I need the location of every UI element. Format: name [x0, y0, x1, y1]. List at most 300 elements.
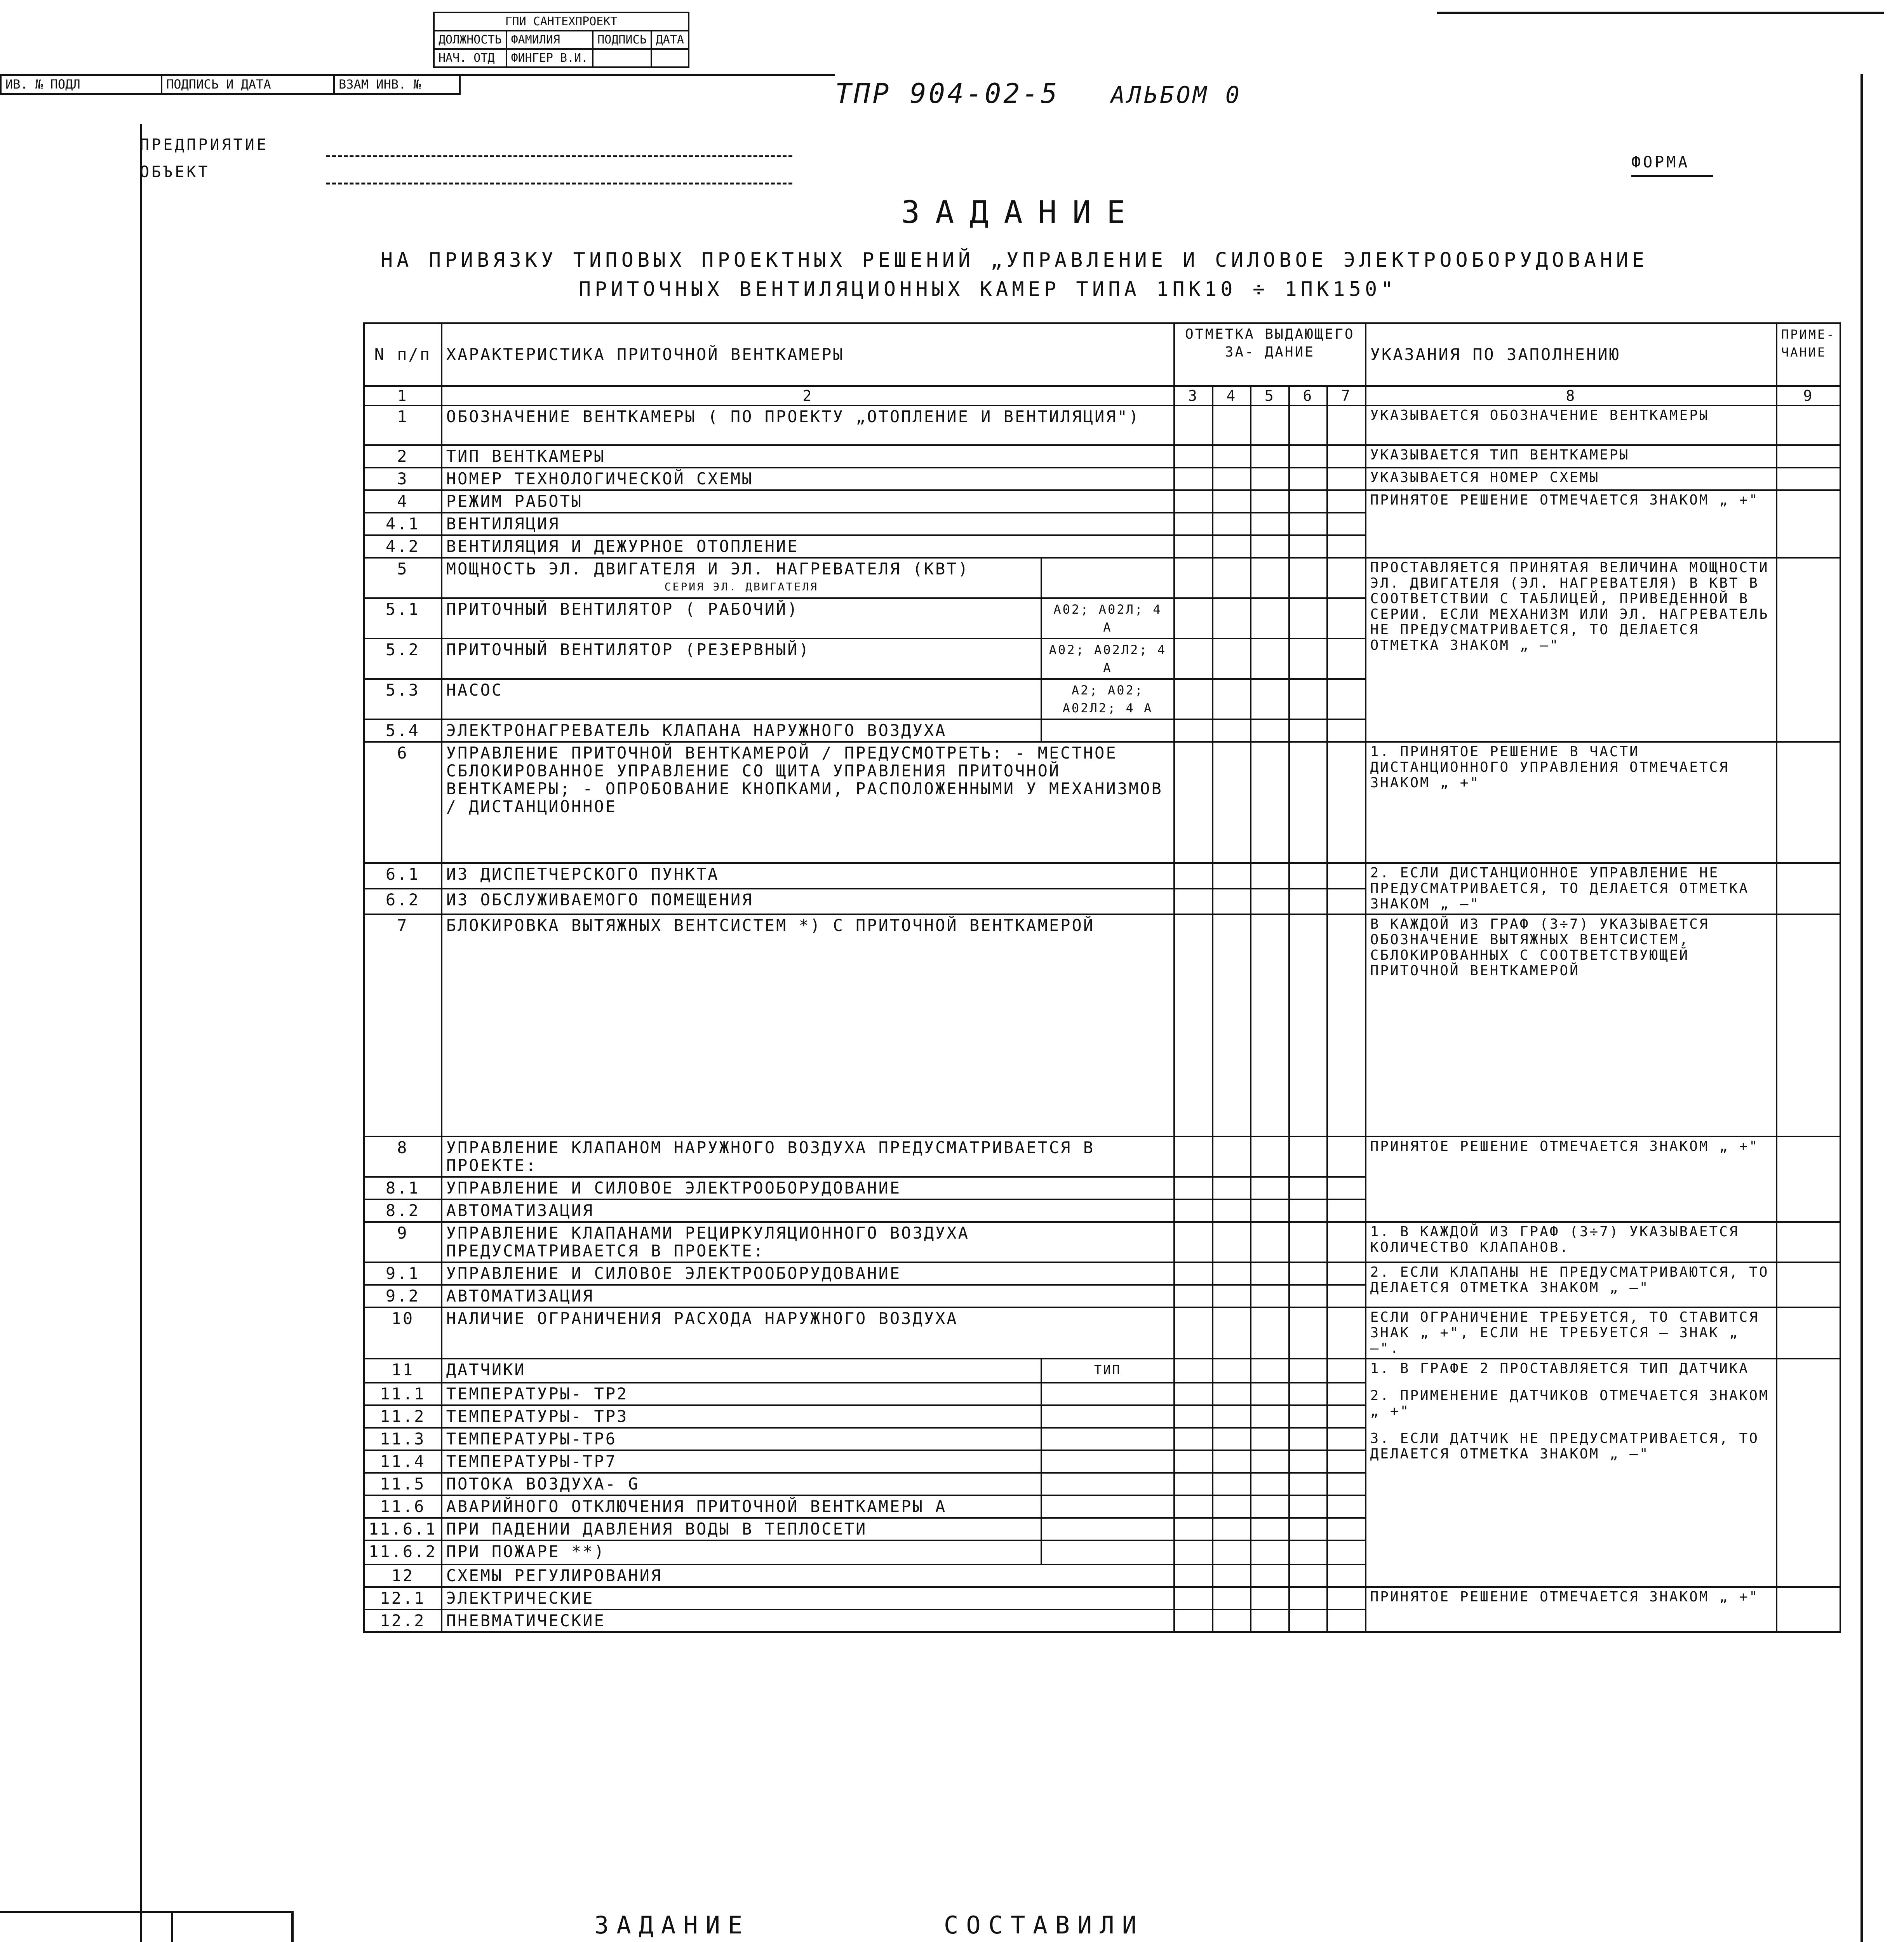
mark-cell[interactable]	[1174, 535, 1213, 558]
mark-cell[interactable]	[1174, 1307, 1213, 1359]
mark-cell[interactable]	[1251, 405, 1289, 445]
row-text: АВТОМАТИЗАЦИЯ	[442, 1285, 1174, 1307]
mark-cell[interactable]	[1327, 513, 1366, 535]
mark-cell[interactable]	[1174, 1285, 1213, 1307]
note-cell[interactable]	[1777, 742, 1840, 863]
row-text: ПРИТОЧНЫЙ ВЕНТИЛЯТОР (РЕЗЕРВНЫЙ)	[442, 639, 1041, 679]
row-number: 9.2	[364, 1285, 442, 1307]
row-text: РЕЖИМ РАБОТЫ	[442, 490, 1174, 513]
row-series: ТИП	[1041, 1359, 1174, 1383]
row-text: ПРИ ПОЖАРЕ **)	[442, 1540, 1041, 1564]
mark-cell[interactable]	[1327, 1428, 1366, 1450]
mark-cell[interactable]	[1327, 1564, 1366, 1587]
mark-cell[interactable]	[1327, 863, 1366, 889]
row-number: 12	[364, 1564, 442, 1587]
row-number: 5.2	[364, 639, 442, 679]
mark-cell[interactable]	[1289, 1307, 1328, 1359]
mark-cell[interactable]	[1327, 1450, 1366, 1473]
mark-cell[interactable]	[1251, 445, 1289, 468]
mark-cell[interactable]	[1213, 1495, 1251, 1518]
instruction-cell: УКАЗЫВАЕТСЯ ОБОЗНАЧЕНИЕ ВЕНТКАМЕРЫ	[1366, 405, 1777, 445]
instruction-cell: 1. В КАЖДОЙ ИЗ ГРАФ (3÷7) УКАЗЫВАЕТСЯ КОЛИЧЕСТВО КЛАПАНОВ.	[1366, 1222, 1777, 1262]
mark-cell[interactable]	[1174, 1428, 1213, 1450]
row-series	[1041, 1383, 1174, 1405]
note-cell[interactable]	[1777, 490, 1840, 558]
mark-cell[interactable]	[1251, 1495, 1289, 1518]
mark-cell[interactable]	[1289, 513, 1328, 535]
row-number: 11.5	[364, 1473, 442, 1495]
mark-cell[interactable]	[1174, 1587, 1213, 1610]
instruction-cell: 1. В ГРАФЕ 2 ПРОСТАВЛЯЕТСЯ ТИП ДАТЧИКА 2. ПРИМЕНЕНИЕ ДАТЧИКОВ ОТМЕЧАЕТСЯ ЗНАКОМ „ +" 3. ЕСЛИ ДАТЧИК НЕ ПРЕДУСМАТРИВАЕТСЯ, ТО ДЕЛАЕТСЯ ОТМЕТКА ЗНАКОМ „ –"	[1366, 1359, 1777, 1587]
mark-cell[interactable]	[1289, 1359, 1328, 1383]
row-number: 11.2	[364, 1405, 442, 1428]
mark-cell[interactable]	[1327, 1199, 1366, 1222]
mark-cell[interactable]	[1289, 679, 1328, 719]
note-cell[interactable]	[1777, 914, 1840, 1136]
mark-cell[interactable]	[1289, 1450, 1328, 1473]
gpi-col-name: ФАМИЛИЯ	[506, 31, 593, 49]
mark-cell[interactable]	[1289, 1518, 1328, 1540]
stamp-cell-inv: ИВ. № ПОДЛ	[1, 75, 162, 94]
mark-cell[interactable]	[1251, 1610, 1289, 1632]
row-number: 10	[364, 1307, 442, 1359]
mark-cell[interactable]	[1213, 558, 1251, 598]
mark-cell[interactable]	[1213, 535, 1251, 558]
col-number: 8	[1366, 386, 1777, 405]
mark-cell[interactable]	[1289, 1587, 1328, 1610]
row-series	[1041, 558, 1174, 598]
mark-cell[interactable]	[1251, 1222, 1289, 1262]
mark-cell[interactable]	[1213, 1610, 1251, 1632]
mark-cell[interactable]	[1289, 639, 1328, 679]
mark-cell[interactable]	[1251, 1450, 1289, 1473]
mark-cell[interactable]	[1251, 639, 1289, 679]
col-mark-header: ОТМЕТКА ВЫДАЮЩЕГО ЗА- ДАНИЕ	[1174, 323, 1366, 386]
mark-cell[interactable]	[1289, 742, 1328, 863]
mark-cell[interactable]	[1289, 490, 1328, 513]
row-number: 5	[364, 558, 442, 598]
row-text: ВЕНТИЛЯЦИЯ И ДЕЖУРНОЕ ОТОПЛЕНИЕ	[442, 535, 1174, 558]
mark-cell[interactable]	[1289, 598, 1328, 639]
mark-cell[interactable]	[1213, 1359, 1251, 1383]
mark-cell[interactable]	[1327, 1587, 1366, 1610]
note-cell[interactable]	[1777, 468, 1840, 490]
mark-cell[interactable]	[1251, 558, 1289, 598]
mark-cell[interactable]	[1251, 513, 1289, 535]
mark-cell[interactable]	[1213, 1540, 1251, 1564]
mark-cell[interactable]	[1174, 1383, 1213, 1405]
mark-cell[interactable]	[1327, 1405, 1366, 1428]
mark-cell[interactable]	[1327, 1540, 1366, 1564]
mark-cell[interactable]	[1213, 914, 1251, 1136]
mark-cell[interactable]	[1251, 889, 1289, 914]
mark-cell[interactable]	[1213, 1518, 1251, 1540]
instruction-paragraph: 2. ПРИМЕНЕНИЕ ДАТЧИКОВ ОТМЕЧАЕТСЯ ЗНАКОМ „ +"	[1370, 1388, 1769, 1419]
team-heading-left: ЗАДАНИЕ	[594, 1911, 750, 1939]
mark-cell[interactable]	[1289, 719, 1328, 742]
row-number: 1	[364, 405, 442, 445]
mark-cell[interactable]	[1213, 468, 1251, 490]
mark-cell[interactable]	[1213, 1564, 1251, 1587]
mark-cell[interactable]	[1174, 863, 1213, 889]
row-series: А02; А02Л; 4 А	[1041, 598, 1174, 639]
mark-cell[interactable]	[1251, 1199, 1289, 1222]
gpi-col-sign: ПОДПИСЬ	[593, 31, 651, 49]
mark-cell[interactable]	[1213, 1428, 1251, 1450]
table-row	[364, 1136, 1840, 1177]
mark-cell[interactable]	[1327, 598, 1366, 639]
row-number: 12.1	[364, 1587, 442, 1610]
row-text: ЭЛЕКТРОНАГРЕВАТЕЛЬ КЛАПАНА НАРУЖНОГО ВОЗДУХА	[442, 719, 1041, 742]
mark-cell[interactable]	[1213, 1136, 1251, 1177]
mark-cell[interactable]	[1251, 863, 1289, 889]
row-number: 9	[364, 1222, 442, 1262]
mark-cell[interactable]	[1174, 1610, 1213, 1632]
row-text: ТИП ВЕНТКАМЕРЫ	[442, 445, 1174, 468]
left-rule	[140, 124, 142, 1942]
mark-cell[interactable]	[1174, 1136, 1213, 1177]
row-number: 5.3	[364, 679, 442, 719]
mark-cell[interactable]	[1327, 1383, 1366, 1405]
row-number: 11.4	[364, 1450, 442, 1473]
object-line	[326, 183, 792, 184]
table-row	[364, 1307, 1840, 1359]
mark-cell[interactable]	[1327, 639, 1366, 679]
col-number: 1	[364, 386, 442, 405]
title-line-2: ПРИТОЧНЫХ ВЕНТИЛЯЦИОННЫХ КАМЕР ТИПА 1ПК10 ÷ 1ПК150"	[579, 278, 1397, 301]
mark-cell[interactable]	[1213, 405, 1251, 445]
row-number: 12.2	[364, 1610, 442, 1632]
note-cell[interactable]	[1777, 1262, 1840, 1307]
mark-cell[interactable]	[1289, 1177, 1328, 1199]
instruction-cell: В КАЖДОЙ ИЗ ГРАФ (3÷7) УКАЗЫВАЕТСЯ ОБОЗНАЧЕНИЕ ВЫТЯЖНЫХ ВЕНТСИСТЕМ, СБЛОКИРОВАННЫХ С СООТВЕТСТВУЮЩЕЙ ПРИТОЧНОЙ ВЕНТКАМЕРОЙ	[1366, 914, 1777, 1136]
mark-cell[interactable]	[1174, 1518, 1213, 1540]
col-number: 9	[1777, 386, 1840, 405]
mark-cell[interactable]	[1327, 1177, 1366, 1199]
mark-cell[interactable]	[1174, 1199, 1213, 1222]
mark-cell[interactable]	[1327, 742, 1366, 863]
col-number: 6	[1289, 386, 1328, 405]
mark-cell[interactable]	[1174, 914, 1213, 1136]
mark-cell[interactable]	[1251, 914, 1289, 1136]
mark-cell[interactable]	[1327, 719, 1366, 742]
note-cell[interactable]	[1777, 863, 1840, 914]
mark-cell[interactable]	[1327, 490, 1366, 513]
row-text: ЭЛЕКТРИЧЕСКИЕ	[442, 1587, 1174, 1610]
mark-cell[interactable]	[1174, 1222, 1213, 1262]
row-text: ИЗ ДИСПЕТЧЕРСКОГО ПУНКТА	[442, 863, 1174, 889]
mark-cell[interactable]	[1289, 1262, 1328, 1285]
mark-cell[interactable]	[1174, 719, 1213, 742]
table-row	[364, 1587, 1840, 1610]
mark-cell[interactable]	[1289, 1495, 1328, 1518]
row-text: УПРАВЛЕНИЕ И СИЛОВОЕ ЭЛЕКТРООБОРУДОВАНИЕ	[442, 1177, 1174, 1199]
mark-cell[interactable]	[1289, 889, 1328, 914]
mark-cell[interactable]	[1251, 1473, 1289, 1495]
mark-cell[interactable]	[1174, 598, 1213, 639]
row-series: А02; А02Л2; 4 А	[1041, 639, 1174, 679]
mark-cell[interactable]	[1174, 1473, 1213, 1495]
mark-cell[interactable]	[1289, 1136, 1328, 1177]
row-text: АВАРИЙНОГО ОТКЛЮЧЕНИЯ ПРИТОЧНОЙ ВЕНТКАМЕРЫ А	[442, 1495, 1041, 1518]
mark-cell[interactable]	[1213, 639, 1251, 679]
row-number: 11.6.1	[364, 1518, 442, 1540]
mark-cell[interactable]	[1327, 445, 1366, 468]
mark-cell[interactable]	[1213, 1307, 1251, 1359]
row-series	[1041, 1473, 1174, 1495]
mark-cell[interactable]	[1289, 1610, 1328, 1632]
mark-cell[interactable]	[1213, 742, 1251, 863]
title-block-divider	[171, 1911, 173, 1942]
mark-cell[interactable]	[1289, 1473, 1328, 1495]
instruction-cell: УКАЗЫВАЕТСЯ НОМЕР СХЕМЫ	[1366, 468, 1777, 490]
mark-cell[interactable]	[1251, 679, 1289, 719]
mark-cell[interactable]	[1251, 1285, 1289, 1307]
mark-cell[interactable]	[1251, 1428, 1289, 1450]
mark-cell[interactable]	[1327, 1307, 1366, 1359]
mark-cell[interactable]	[1289, 445, 1328, 468]
mark-cell[interactable]	[1251, 1564, 1289, 1587]
instruction-cell: 1. ПРИНЯТОЕ РЕШЕНИЕ В ЧАСТИ ДИСТАНЦИОННОГО УПРАВЛЕНИЯ ОТМЕЧАЕТСЯ ЗНАКОМ „ +"	[1366, 742, 1777, 863]
col-number: 2	[442, 386, 1174, 405]
table-row	[364, 742, 1840, 863]
mark-cell[interactable]	[1251, 1540, 1289, 1564]
mark-cell[interactable]	[1213, 1199, 1251, 1222]
mark-cell[interactable]	[1327, 679, 1366, 719]
mark-cell[interactable]	[1289, 914, 1328, 1136]
mark-cell[interactable]	[1174, 405, 1213, 445]
mark-cell[interactable]	[1327, 1262, 1366, 1285]
enterprise-label: ПРЕДПРИЯТИЕ	[140, 136, 268, 154]
mark-cell[interactable]	[1251, 742, 1289, 863]
table-row	[364, 490, 1840, 513]
gpi-row-position: НАЧ. ОТД	[434, 49, 506, 67]
mark-cell[interactable]	[1174, 1450, 1213, 1473]
mark-cell[interactable]	[1289, 468, 1328, 490]
table-row	[364, 558, 1840, 598]
page-title: ЗАДАНИЕ	[901, 194, 1141, 230]
mark-cell[interactable]	[1327, 1136, 1366, 1177]
instruction-cell: ПРИНЯТОЕ РЕШЕНИЕ ОТМЕЧАЕТСЯ ЗНАКОМ „ +"	[1366, 490, 1777, 558]
row-number: 8	[364, 1136, 442, 1177]
row-series	[1041, 1405, 1174, 1428]
table-row	[364, 1222, 1840, 1262]
mark-cell[interactable]	[1327, 558, 1366, 598]
row-text: ТЕМПЕРАТУРЫ-ТР7	[442, 1450, 1041, 1473]
row-text: НАЛИЧИЕ ОГРАНИЧЕНИЯ РАСХОДА НАРУЖНОГО ВОЗДУХА	[442, 1307, 1174, 1359]
row-text: ИЗ ОБСЛУЖИВАЕМОГО ПОМЕЩЕНИЯ	[442, 889, 1174, 914]
mark-cell[interactable]	[1289, 1222, 1328, 1262]
row-text: УПРАВЛЕНИЕ ПРИТОЧНОЙ ВЕНТКАМЕРОЙ / ПРЕДУСМОТРЕТЬ: - МЕСТНОЕ СБЛОКИРОВАННОЕ УПРАВЛЕНИЕ СО ЩИТА УПРАВЛЕНИЯ ПРИТОЧНОЙ ВЕНТКАМЕРЫ; - ОПРОБОВАНИЕ КНОПКАМИ, РАСПОЛОЖЕННЫМИ У МЕХАНИЗМОВ / ДИСТАНЦИОННОЕ	[442, 742, 1174, 863]
mark-cell[interactable]	[1174, 889, 1213, 914]
mark-cell[interactable]	[1327, 468, 1366, 490]
mark-cell[interactable]	[1213, 1383, 1251, 1405]
mark-cell[interactable]	[1213, 1262, 1251, 1285]
table-row	[364, 1359, 1840, 1383]
mark-cell[interactable]	[1251, 468, 1289, 490]
title-line-1: НА ПРИВЯЗКУ ТИПОВЫХ ПРОЕКТНЫХ РЕШЕНИЙ „УПРАВЛЕНИЕ И СИЛОВОЕ ЭЛЕКТРООБОРУДОВАНИЕ	[381, 249, 1648, 272]
stamp-cell-sign: ПОДПИСЬ И ДАТА	[162, 75, 334, 94]
table-row	[364, 405, 1840, 445]
mark-cell[interactable]	[1213, 1222, 1251, 1262]
mark-cell[interactable]	[1289, 405, 1328, 445]
mark-cell[interactable]	[1213, 445, 1251, 468]
mark-cell[interactable]	[1327, 1610, 1366, 1632]
mark-cell[interactable]	[1213, 1405, 1251, 1428]
row-text: ПНЕВМАТИЧЕСКИЕ	[442, 1610, 1174, 1632]
mark-cell[interactable]	[1251, 719, 1289, 742]
row-series	[1041, 1428, 1174, 1450]
mark-cell[interactable]	[1327, 1495, 1366, 1518]
instruction-cell: 2. ЕСЛИ ДИСТАНЦИОННОЕ УПРАВЛЕНИЕ НЕ ПРЕДУСМАТРИВАЕТСЯ, ТО ДЕЛАЕТСЯ ОТМЕТКА ЗНАКОМ „ –"	[1366, 863, 1777, 914]
table-row	[364, 1262, 1840, 1285]
mark-cell[interactable]	[1251, 1405, 1289, 1428]
series-header: СЕРИЯ ЭЛ. ДВИГАТЕЛЯ	[664, 580, 818, 593]
mark-cell[interactable]	[1174, 1405, 1213, 1428]
note-cell[interactable]	[1777, 558, 1840, 742]
mark-cell[interactable]	[1213, 1285, 1251, 1307]
mark-cell[interactable]	[1251, 1136, 1289, 1177]
approval-strip	[0, 74, 461, 95]
table-row	[364, 914, 1840, 1136]
mark-cell[interactable]	[1213, 889, 1251, 914]
row-text: ТЕМПЕРАТУРЫ- ТР3	[442, 1405, 1041, 1428]
mark-cell[interactable]	[1213, 719, 1251, 742]
mark-cell[interactable]	[1174, 468, 1213, 490]
mark-cell[interactable]	[1174, 1564, 1213, 1587]
mark-cell[interactable]	[1327, 1222, 1366, 1262]
mark-cell[interactable]	[1327, 535, 1366, 558]
mark-cell[interactable]	[1251, 1359, 1289, 1383]
row-text: НОМЕР ТЕХНОЛОГИЧЕСКОЙ СХЕМЫ	[442, 468, 1174, 490]
mark-cell[interactable]	[1289, 1564, 1328, 1587]
table-row	[364, 863, 1840, 889]
mark-cell[interactable]	[1174, 742, 1213, 863]
mark-cell[interactable]	[1327, 1473, 1366, 1495]
note-cell[interactable]	[1777, 445, 1840, 468]
mark-cell[interactable]	[1174, 513, 1213, 535]
row-text: УПРАВЛЕНИЕ КЛАПАНОМ НАРУЖНОГО ВОЗДУХА ПРЕДУСМАТРИВАЕТСЯ В ПРОЕКТЕ:	[442, 1136, 1174, 1177]
mark-cell[interactable]	[1289, 1428, 1328, 1450]
mark-cell[interactable]	[1251, 1383, 1289, 1405]
note-cell[interactable]	[1777, 405, 1840, 445]
row-text: УПРАВЛЕНИЕ И СИЛОВОЕ ЭЛЕКТРООБОРУДОВАНИЕ	[442, 1262, 1174, 1285]
mark-cell[interactable]	[1174, 1540, 1213, 1564]
mark-cell[interactable]	[1174, 1495, 1213, 1518]
table-row	[364, 468, 1840, 490]
note-cell[interactable]	[1777, 1359, 1840, 1587]
row-text: ДАТЧИКИ	[442, 1359, 1041, 1383]
mark-cell[interactable]	[1289, 1405, 1328, 1428]
row-number: 4	[364, 490, 442, 513]
mark-cell[interactable]	[1213, 863, 1251, 889]
row-number: 11	[364, 1359, 442, 1383]
mark-cell[interactable]	[1327, 914, 1366, 1136]
mark-cell[interactable]	[1174, 490, 1213, 513]
note-cell[interactable]	[1777, 1222, 1840, 1262]
col-char-header: ХАРАКТЕРИСТИКА ПРИТОЧНОЙ ВЕНТКАМЕРЫ	[442, 323, 1174, 386]
table-row	[364, 445, 1840, 468]
mark-cell[interactable]	[1251, 1262, 1289, 1285]
mark-cell[interactable]	[1174, 639, 1213, 679]
mark-cell[interactable]	[1251, 1307, 1289, 1359]
mark-cell[interactable]	[1213, 1473, 1251, 1495]
mark-cell[interactable]	[1174, 1262, 1213, 1285]
note-cell[interactable]	[1777, 1136, 1840, 1222]
mark-cell[interactable]	[1251, 598, 1289, 639]
mark-cell[interactable]	[1213, 598, 1251, 639]
row-number: 5.4	[364, 719, 442, 742]
mark-cell[interactable]	[1174, 558, 1213, 598]
row-series	[1041, 1495, 1174, 1518]
gpi-col-date: ДАТА	[651, 31, 689, 49]
mark-cell[interactable]	[1251, 490, 1289, 513]
mark-cell[interactable]	[1327, 1285, 1366, 1307]
object-label: ОБЪЕКТ	[140, 163, 210, 181]
row-number: 11.1	[364, 1383, 442, 1405]
mark-cell[interactable]	[1213, 1450, 1251, 1473]
main-table	[363, 322, 1841, 1633]
mark-cell[interactable]	[1289, 558, 1328, 598]
row-series	[1041, 1540, 1174, 1564]
row-number: 3	[364, 468, 442, 490]
mark-cell[interactable]	[1213, 679, 1251, 719]
row-text: ПРИ ПАДЕНИИ ДАВЛЕНИЯ ВОДЫ В ТЕПЛОСЕТИ	[442, 1518, 1041, 1540]
col-n-header: N п/п	[364, 323, 442, 386]
mark-cell[interactable]	[1289, 1540, 1328, 1564]
mark-cell[interactable]	[1174, 445, 1213, 468]
mark-cell[interactable]	[1327, 1518, 1366, 1540]
mark-cell[interactable]	[1289, 1383, 1328, 1405]
top-rule-right	[1437, 12, 1884, 14]
note-cell[interactable]	[1777, 1587, 1840, 1632]
mark-cell[interactable]	[1213, 513, 1251, 535]
mark-cell[interactable]	[1174, 1177, 1213, 1199]
row-number: 6	[364, 742, 442, 863]
col-number: 5	[1251, 386, 1289, 405]
row-text: БЛОКИРОВКА ВЫТЯЖНЫХ ВЕНТСИСТЕМ *) С ПРИТОЧНОЙ ВЕНТКАМЕРОЙ	[442, 914, 1174, 1136]
mark-cell[interactable]	[1327, 405, 1366, 445]
mark-cell[interactable]	[1174, 1359, 1213, 1383]
mark-cell[interactable]	[1251, 1177, 1289, 1199]
mark-cell[interactable]	[1327, 889, 1366, 914]
col-instr-header: УКАЗАНИЯ ПО ЗАПОЛНЕНИЮ	[1366, 323, 1777, 386]
mark-cell[interactable]	[1213, 490, 1251, 513]
gpi-title: ГПИ САНТЕХПРОЕКТ	[434, 12, 689, 31]
title-block	[0, 1911, 294, 1942]
mark-cell[interactable]	[1251, 1518, 1289, 1540]
row-text: ТЕМПЕРАТУРЫ-ТР6	[442, 1428, 1041, 1450]
mark-cell[interactable]	[1327, 1359, 1366, 1383]
row-series	[1041, 1450, 1174, 1473]
row-number: 8.1	[364, 1177, 442, 1199]
mark-cell[interactable]	[1289, 535, 1328, 558]
row-number: 11.6.2	[364, 1540, 442, 1564]
enterprise-line	[326, 155, 792, 157]
mark-cell[interactable]	[1174, 679, 1213, 719]
mark-cell[interactable]	[1251, 1587, 1289, 1610]
row-number: 6.1	[364, 863, 442, 889]
mark-cell[interactable]	[1251, 535, 1289, 558]
mark-cell[interactable]	[1289, 1199, 1328, 1222]
mark-cell[interactable]	[1289, 863, 1328, 889]
tpr-code: ТПР 904-02-5	[835, 78, 1060, 110]
mark-cell[interactable]	[1213, 1177, 1251, 1199]
note-cell[interactable]	[1777, 1307, 1840, 1359]
col-number: 3	[1174, 386, 1213, 405]
mark-cell[interactable]	[1213, 1587, 1251, 1610]
mark-cell[interactable]	[1289, 1285, 1328, 1307]
